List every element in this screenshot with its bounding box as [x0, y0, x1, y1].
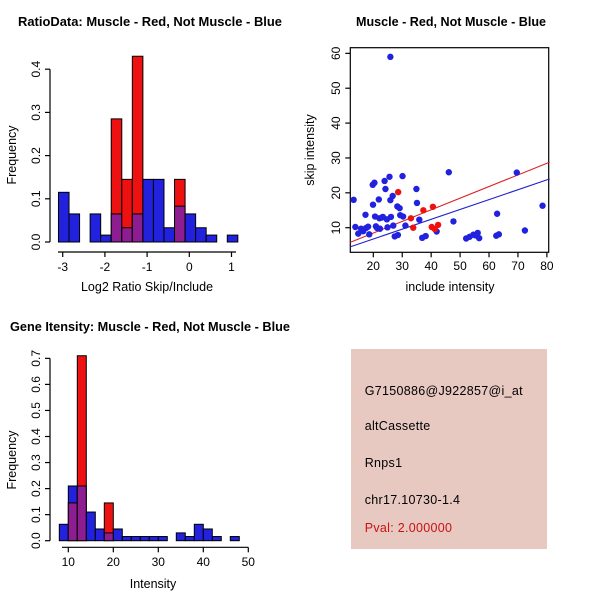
y-tick-label: 50	[329, 81, 343, 95]
histogram-overlap-bar	[111, 214, 122, 242]
y-axis-label: skip intensity	[303, 114, 317, 186]
y-tick-label: 0.2	[29, 147, 43, 164]
scatter-point-blue	[362, 212, 368, 218]
histogram-overlap-bar	[68, 503, 77, 541]
histogram-bar	[131, 537, 140, 541]
locus-text: chr17.10730-1.4	[364, 493, 461, 508]
scatter-point-blue	[446, 169, 452, 175]
y-tick-label: 0.6	[29, 376, 43, 393]
x-tick-label: 0	[185, 260, 193, 274]
histogram-bar	[185, 537, 194, 541]
y-tick-label: 0.2	[29, 480, 43, 497]
x-axis-label: Intensity	[129, 577, 177, 591]
histogram-bar	[59, 524, 68, 540]
y-tick-label: 0.4	[29, 60, 43, 78]
histogram-bar	[164, 228, 175, 242]
y-tick-label: 30	[329, 151, 343, 165]
gene-name-text: Rnps1	[364, 456, 403, 471]
x-tick-label: -1	[141, 260, 153, 274]
chart-title: Gene Itensity: Muscle - Red, Not Muscle - Blue	[10, 319, 290, 334]
scatter-point-blue	[366, 231, 372, 237]
scatter-point-blue	[371, 180, 377, 186]
y-tick-label: 0.3	[29, 104, 43, 121]
histogram-bar	[101, 235, 112, 242]
scatter-point-red	[420, 207, 426, 213]
x-tick-label: 40	[196, 555, 210, 569]
scatter-point-blue	[390, 222, 396, 228]
scatter-point-blue	[416, 216, 422, 222]
panel-gene-intensity-histogram	[0, 300, 300, 600]
scatter-point-blue	[352, 224, 358, 230]
histogram-bar	[176, 533, 185, 541]
panel-gene-info	[300, 300, 600, 600]
scatter-point-blue	[382, 186, 388, 192]
histogram-overlap-bar	[122, 228, 133, 242]
x-tick-label: 10	[61, 555, 75, 569]
x-tick-label: 30	[395, 259, 409, 273]
scatter-point-blue	[388, 214, 394, 220]
scatter-point-blue	[494, 211, 500, 217]
y-tick-label: 0.7	[29, 350, 43, 367]
scatter-point-red	[408, 215, 414, 221]
scatter-point-blue	[376, 196, 382, 202]
y-tick-label: 0.0	[29, 532, 43, 550]
scatter-point-blue	[476, 235, 482, 241]
scatter-point-blue	[400, 213, 406, 219]
x-tick-label: 20	[106, 555, 120, 569]
ratio-histogram-chart	[0, 0, 300, 300]
scatter-point-blue	[414, 200, 420, 206]
pval-text: Pval: 2.000000	[364, 521, 453, 536]
probe-id-text: G7150886@J922857@i_at	[364, 384, 523, 399]
scatter-point-blue	[377, 226, 383, 232]
histogram-bar	[58, 192, 69, 242]
scatter-point-red	[395, 189, 401, 195]
histogram-bar	[194, 524, 203, 540]
plot-box	[350, 48, 548, 253]
histogram-overlap-bar	[104, 533, 113, 541]
scatter-point-blue	[402, 222, 408, 228]
scatter-point-blue	[387, 54, 393, 60]
histogram-bar	[153, 179, 164, 242]
histogram-bar	[143, 179, 154, 242]
histogram-bar	[230, 537, 239, 541]
scatter-point-blue	[514, 169, 520, 175]
y-tick-label: 40	[329, 116, 343, 130]
y-tick-label: 0.0	[29, 233, 43, 251]
chart-title: RatioData: Muscle - Red, Not Muscle - Blue	[18, 14, 282, 29]
y-tick-label: 0.3	[29, 454, 43, 471]
y-tick-label: 60	[329, 46, 343, 61]
gene-intensity-histogram-chart	[0, 300, 300, 600]
scatter-point-blue	[422, 233, 428, 239]
y-axis-label: Frequency	[5, 430, 19, 490]
intensity-scatter-chart	[300, 0, 600, 300]
y-axis-label: Frequency	[5, 125, 19, 185]
histogram-bar	[196, 228, 207, 242]
scatter-point-blue	[450, 218, 456, 224]
scatter-point-red	[435, 222, 441, 228]
x-tick-label: 40	[424, 259, 438, 273]
splice-type-text: altCassette	[364, 419, 431, 434]
scatter-point-blue	[389, 193, 395, 199]
histogram-overlap-bar	[77, 486, 86, 541]
histogram-bar	[140, 537, 149, 541]
fit-line-not-muscle-fit	[350, 179, 550, 247]
histogram-bar	[122, 537, 131, 541]
scatter-point-blue	[399, 173, 405, 179]
panel-ratio-histogram	[0, 0, 300, 300]
histogram-bar	[149, 537, 158, 541]
histogram-bar	[86, 512, 95, 541]
histogram-bar	[69, 214, 80, 242]
scatter-point-blue	[413, 186, 419, 192]
scatter-point-blue	[496, 231, 502, 237]
histogram-overlap-bar	[132, 214, 143, 242]
scatter-point-blue	[522, 227, 528, 233]
histogram-bar	[206, 235, 217, 242]
histogram-overlap-bar	[175, 206, 186, 242]
histogram-bar	[203, 529, 212, 541]
scatter-point-blue	[384, 224, 390, 230]
histogram-bar	[185, 214, 196, 242]
histogram-bar	[95, 529, 104, 541]
scatter-point-blue	[370, 201, 376, 207]
y-tick-label: 0.5	[29, 402, 43, 419]
scatter-point-blue	[395, 232, 401, 238]
x-tick-label: 70	[511, 259, 525, 273]
x-axis-label: include intensity	[405, 280, 495, 294]
y-tick-label: 20	[329, 186, 343, 200]
x-tick-label: 1	[228, 260, 235, 274]
scatter-point-blue	[386, 174, 392, 180]
x-tick-label: 50	[453, 259, 467, 273]
y-tick-label: 0.1	[29, 506, 43, 523]
histogram-bar	[212, 537, 221, 541]
x-axis-label: Log2 Ratio Skip/Include	[80, 280, 214, 294]
x-tick-label: -3	[57, 260, 69, 274]
x-tick-label: 30	[151, 555, 165, 569]
y-tick-label: 0.4	[29, 428, 43, 445]
gene-info-card	[351, 349, 547, 549]
x-tick-label: 60	[482, 259, 496, 273]
x-tick-label: 20	[366, 259, 380, 273]
histogram-bar	[227, 235, 238, 242]
x-tick-label: -2	[99, 260, 111, 274]
scatter-point-blue	[539, 203, 545, 209]
scatter-point-red	[410, 225, 416, 231]
scatter-point-blue	[381, 178, 387, 184]
y-tick-label: 0.1	[29, 190, 43, 208]
panel-intensity-scatter	[300, 0, 600, 300]
scatter-point-blue	[396, 205, 402, 211]
x-tick-label: 50	[241, 555, 255, 569]
histogram-bar	[158, 537, 167, 541]
y-tick-label: 10	[329, 221, 343, 235]
scatter-point-red	[430, 204, 436, 210]
histogram-bar	[113, 529, 122, 541]
x-tick-label: 80	[540, 259, 554, 273]
histogram-bar	[90, 214, 101, 242]
scatter-point-blue	[350, 197, 356, 203]
chart-title: Muscle - Red, Not Muscle - Blue	[356, 14, 546, 29]
scatter-point-blue	[365, 223, 371, 229]
